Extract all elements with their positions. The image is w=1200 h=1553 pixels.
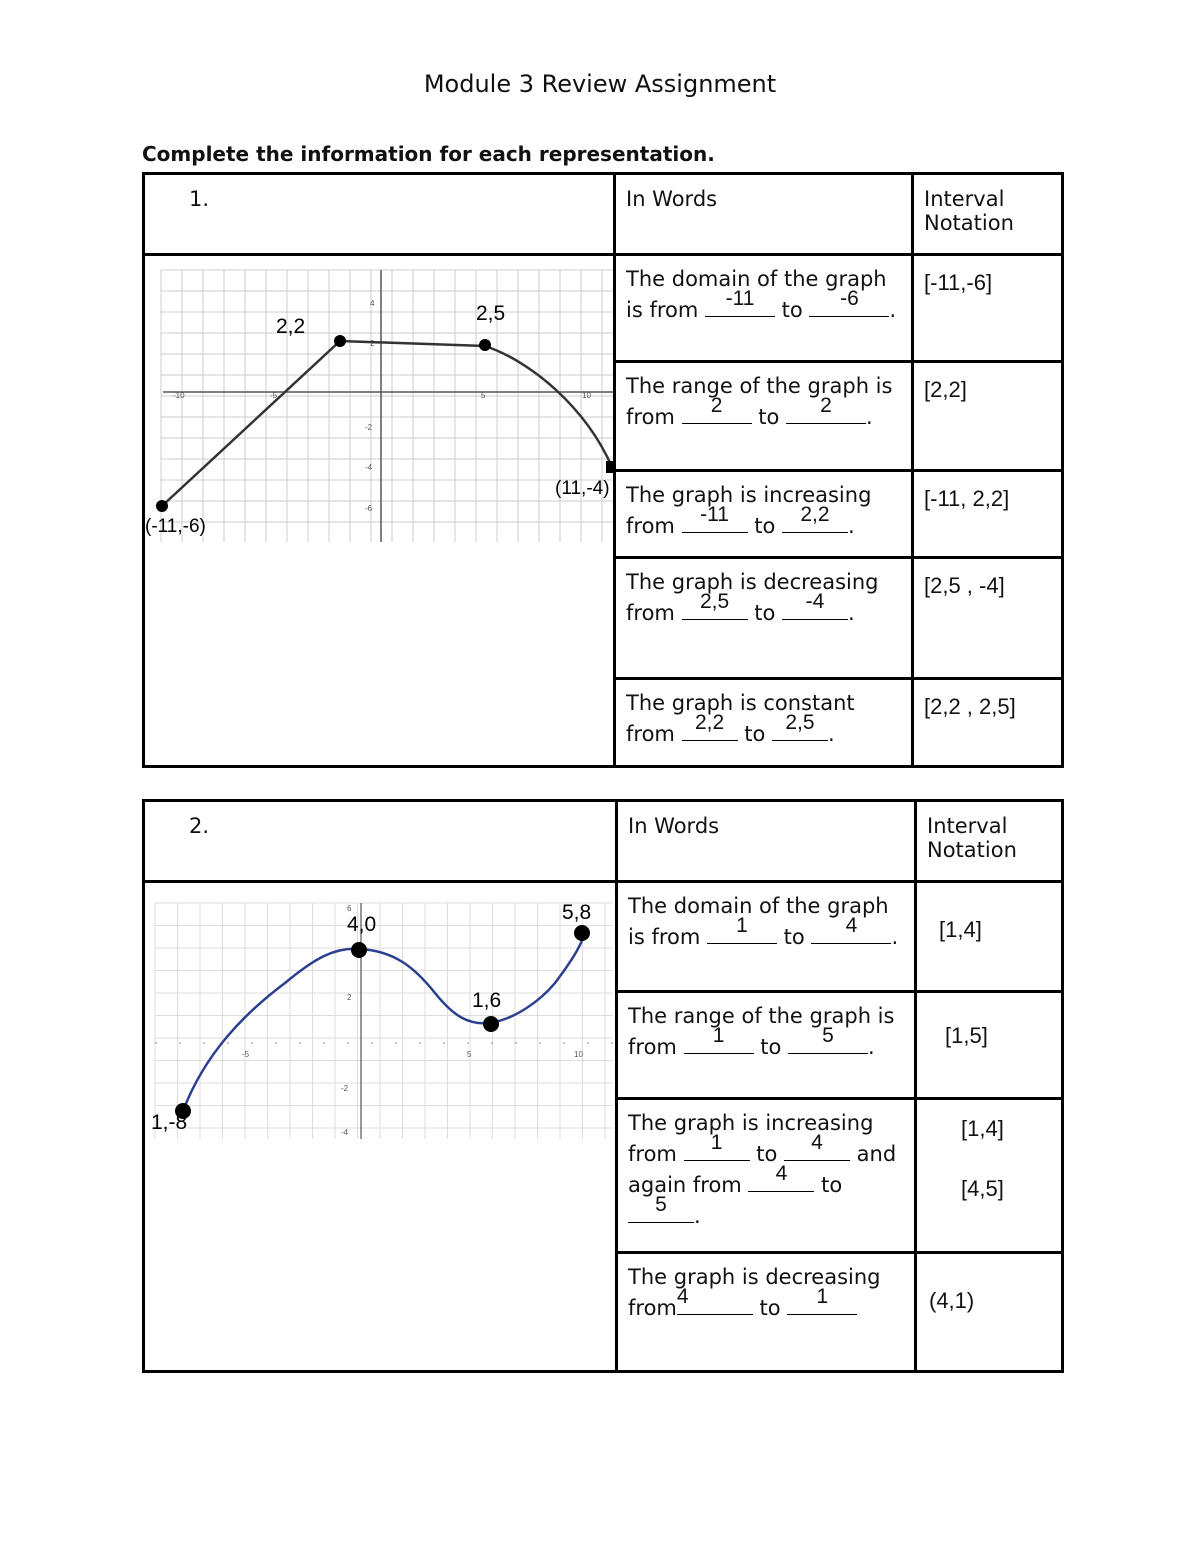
column-header-words: In Words <box>615 174 913 255</box>
handwritten-answer: 2,2 <box>800 503 830 526</box>
interval-notation: [2,2] <box>913 362 1063 471</box>
graph-1-grid <box>161 270 613 542</box>
handwritten-answer: 4 <box>775 1162 788 1185</box>
statement-text: The graph is constant from <box>626 691 855 746</box>
graph-2-point <box>351 942 367 958</box>
svg-text:4: 4 <box>370 299 375 308</box>
interval-notation-first: [1,4] <box>961 1116 1004 1141</box>
interval-notation: (4,1) <box>916 1253 1063 1372</box>
handwritten-answer: 1 <box>710 1131 723 1154</box>
svg-text:10: 10 <box>574 1050 583 1059</box>
answer-blank[interactable] <box>784 1131 850 1161</box>
graph-2-curve <box>183 933 585 1111</box>
interval-notation: [1,5] <box>916 992 1063 1099</box>
answer-blank[interactable] <box>782 503 848 533</box>
interval-notation: [1,4] <box>916 882 1063 992</box>
statement-text: The domain of the graph is from <box>628 894 889 949</box>
instruction-text: Complete the information for each representation. <box>142 142 715 166</box>
graph-1 <box>145 256 616 768</box>
svg-text:-2: -2 <box>341 1084 349 1093</box>
svg-text:-6: -6 <box>365 504 373 513</box>
statement-text: . <box>827 722 835 746</box>
range-statement <box>617 992 916 1099</box>
point-label: 1,-8 <box>151 1111 188 1134</box>
statement-text: The graph is increasing from <box>626 483 872 538</box>
statement-text: The graph is decreasing from <box>626 570 879 625</box>
statement-text: The range of the graph is from <box>626 374 893 429</box>
answer-blank[interactable] <box>707 914 777 944</box>
graph-2-point <box>574 925 590 941</box>
point-label: 2,5 <box>476 302 506 325</box>
statement-text: to <box>751 405 786 429</box>
answer-blank[interactable] <box>682 590 748 620</box>
answer-blank[interactable] <box>705 287 775 317</box>
interval-notation: [-11, 2,2] <box>913 471 1063 558</box>
point-label: 1,6 <box>472 989 502 1012</box>
graph-1-point <box>334 335 346 347</box>
answer-blank[interactable] <box>682 711 738 741</box>
statement-text: to <box>777 925 812 949</box>
statement-text: . <box>867 1035 875 1059</box>
decreasing-statement <box>615 558 913 679</box>
statement-text: to <box>752 1296 788 1320</box>
graph-2-axes <box>155 903 613 1139</box>
handwritten-answer: 1 <box>736 914 748 937</box>
statement-text: and again from <box>628 1142 897 1197</box>
statement-text: . <box>694 1204 701 1228</box>
handwritten-answer: 2 <box>710 394 723 417</box>
svg-text:5: 5 <box>467 1050 472 1059</box>
column-header-interval: Interval Notation <box>916 801 1063 882</box>
interval-notation-second: [4,5] <box>961 1176 1004 1201</box>
handwritten-answer: 1 <box>712 1024 725 1047</box>
problem-number: 2. <box>144 801 617 882</box>
constant-statement <box>615 679 913 767</box>
answer-blank[interactable] <box>809 287 889 317</box>
statement-text: to <box>737 722 772 746</box>
statement-text: to <box>814 1173 843 1197</box>
domain-statement <box>617 882 916 992</box>
answer-blank[interactable] <box>676 1285 753 1315</box>
statement-text: The domain of the graph is from <box>626 267 887 322</box>
svg-text:2: 2 <box>370 339 375 348</box>
column-header-words: In Words <box>617 801 916 882</box>
problem-1-table <box>142 172 1064 768</box>
answer-blank[interactable] <box>788 1024 868 1054</box>
answer-blank[interactable] <box>787 1285 857 1315</box>
point-label: 2,2 <box>276 315 306 338</box>
svg-text:-2: -2 <box>365 423 373 432</box>
increasing-statement <box>615 471 913 558</box>
graph-2 <box>145 883 618 1373</box>
answer-blank[interactable] <box>772 711 828 741</box>
svg-text:10: 10 <box>582 391 591 400</box>
answer-blank[interactable] <box>628 1193 694 1223</box>
domain-statement <box>615 255 913 362</box>
interval-notation: [-11,-6] <box>913 255 1063 362</box>
problem-number: 1. <box>144 174 615 255</box>
statement-text: . <box>891 925 899 949</box>
range-statement <box>615 362 913 471</box>
statement-text: to <box>749 1142 784 1166</box>
handwritten-answer: 2,5 <box>785 711 815 734</box>
handwritten-answer: 4 <box>845 914 858 937</box>
point-label: 4,0 <box>347 913 377 936</box>
handwritten-answer: 5 <box>655 1193 667 1216</box>
handwritten-answer: 4 <box>811 1131 823 1154</box>
svg-text:-4: -4 <box>341 1128 349 1137</box>
decreasing-statement <box>617 1253 916 1372</box>
increasing-statement <box>617 1099 916 1253</box>
point-label: (-11,-6) <box>145 516 206 537</box>
svg-text:-5: -5 <box>270 391 278 400</box>
handwritten-answer: -11 <box>700 503 729 526</box>
answer-blank[interactable] <box>748 1162 814 1192</box>
svg-text:2: 2 <box>347 993 352 1002</box>
answer-blank[interactable] <box>682 503 748 533</box>
graph-1-cell <box>144 255 615 767</box>
graph-2-cell <box>144 882 617 1372</box>
interval-notation <box>916 1099 1063 1253</box>
point-label: 5,8 <box>562 901 592 924</box>
graph-1-curve <box>162 341 612 506</box>
svg-text:-10: -10 <box>173 391 185 400</box>
handwritten-answer: -6 <box>840 287 859 310</box>
problem-2-table <box>142 799 1064 1373</box>
svg-text:-5: -5 <box>242 1050 250 1059</box>
page-title: Module 3 Review Assignment <box>423 70 777 98</box>
statement-text: . <box>889 298 897 322</box>
graph-1-point <box>479 339 491 351</box>
interval-notation: [2,2 , 2,5] <box>913 679 1063 767</box>
answer-blank[interactable] <box>786 394 866 424</box>
answer-blank[interactable] <box>684 1024 754 1054</box>
statement-text: The range of the graph is from <box>628 1004 895 1059</box>
svg-text:5: 5 <box>481 391 486 400</box>
statement-text: . <box>865 405 873 429</box>
interval-notation: [2,5 , -4] <box>913 558 1063 679</box>
graph-1-point <box>156 500 168 512</box>
svg-text:-4: -4 <box>365 463 373 472</box>
statement-text: to <box>753 1035 788 1059</box>
statement-text: The graph is increasing from <box>628 1111 874 1166</box>
point-label: (11,-4) <box>555 478 610 499</box>
column-header-interval: Interval Notation <box>913 174 1063 255</box>
answer-blank[interactable] <box>811 914 891 944</box>
handwritten-answer: 2 <box>820 394 832 417</box>
answer-blank[interactable] <box>682 394 752 424</box>
statement-text: . <box>847 601 855 625</box>
statement-text: . <box>847 514 855 538</box>
graph-2-grid <box>155 903 613 1139</box>
handwritten-answer: -4 <box>805 590 825 613</box>
handwritten-answer: -11 <box>725 287 755 310</box>
handwritten-answer: 5 <box>822 1024 834 1047</box>
handwritten-answer: 2,2 <box>694 711 725 734</box>
statement-text: to <box>747 514 782 538</box>
handwritten-answer: 1 <box>816 1285 829 1308</box>
handwritten-answer: 2,5 <box>699 590 730 613</box>
handwritten-answer: 4 <box>676 1285 689 1308</box>
svg-text:6: 6 <box>347 904 352 913</box>
statement-text: to <box>775 298 810 322</box>
statement-text: to <box>747 601 782 625</box>
answer-blank[interactable] <box>684 1131 750 1161</box>
statement-text: The graph is decreasing from <box>628 1265 881 1320</box>
answer-blank[interactable] <box>782 590 848 620</box>
graph-2-point <box>483 1016 499 1032</box>
